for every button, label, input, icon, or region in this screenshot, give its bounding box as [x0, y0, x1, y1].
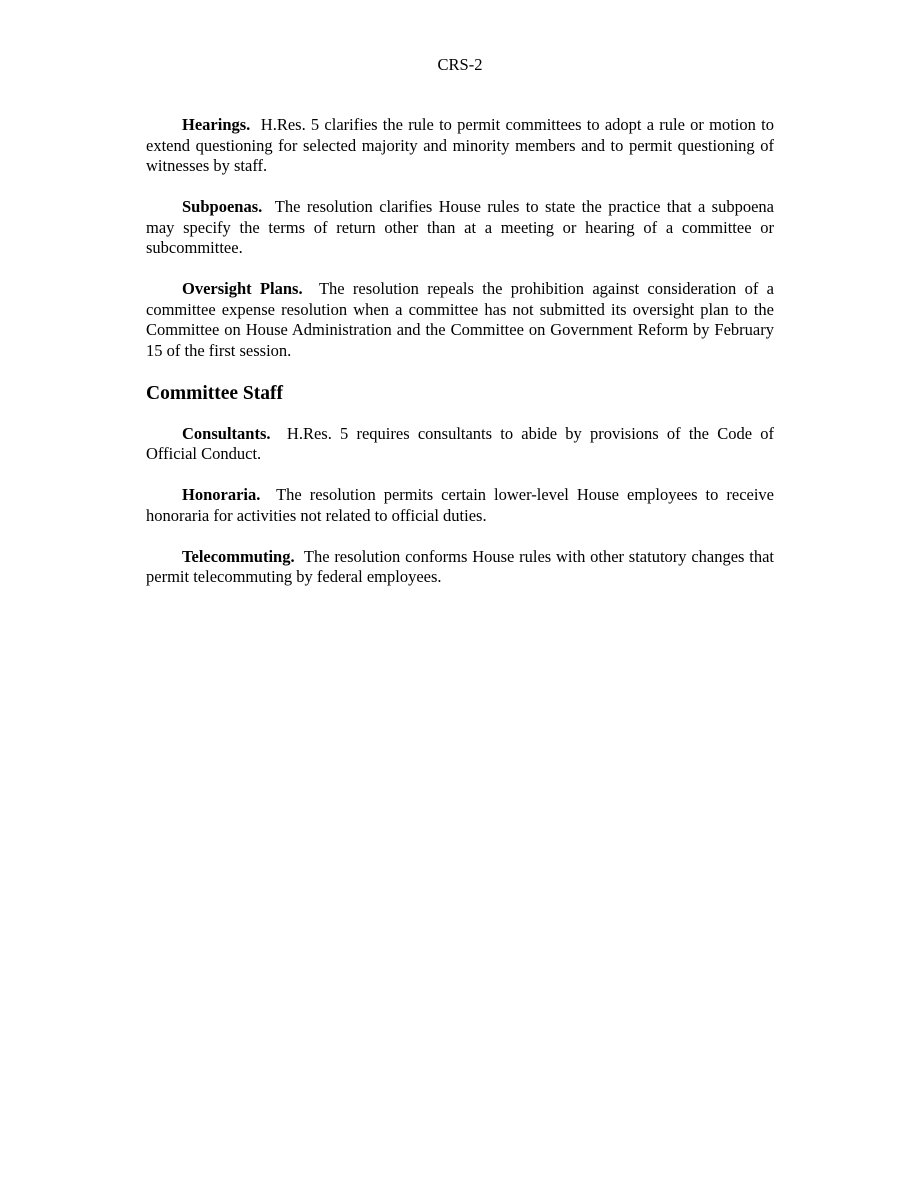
- section-heading-committee-staff: Committee Staff: [146, 382, 283, 404]
- paragraph-lead-honoraria: Honoraria.: [182, 485, 261, 504]
- paragraph-lead-consultants: Consultants.: [182, 423, 271, 443]
- paragraph-lead-subpoenas: Subpoenas.: [182, 197, 263, 216]
- paragraph-telecommuting: [146, 547, 774, 588]
- paragraph-oversight-plans: [146, 279, 774, 361]
- paragraph-lead-hearings: Hearings.: [182, 115, 251, 134]
- paragraph-hearings: [146, 115, 774, 177]
- paragraph-honoraria: [146, 485, 774, 526]
- paragraph-text-consultants: H.Res. 5 requires consultants to abide by provisions of the Code of Official Conduct.: [146, 423, 774, 463]
- paragraph-lead-telecommuting: Telecommuting.: [182, 546, 295, 566]
- document-body: [146, 115, 774, 608]
- paragraph-subpoenas: [146, 197, 774, 259]
- page-number-header: CRS-2: [437, 55, 483, 74]
- paragraph-text-telecommuting: The resolution conforms House rules with other statutory changes that permit telecommuting by federal employees.: [146, 546, 775, 586]
- paragraph-consultants: [146, 424, 774, 465]
- paragraph-text-hearings: H.Res. 5 clarifies the rule to permit committees to adopt a rule or motion to extend questioning for selected majority and minority members and to permit questioning of witnesses by staff.: [146, 115, 774, 175]
- paragraph-text-honoraria: The resolution permits certain lower-level House employees to receive honoraria for activities not related to official duties.: [146, 485, 774, 525]
- paragraph-text-subpoenas: The resolution clarifies House rules to state the practice that a subpoena may specify the terms of return other than at a meeting or hearing of a committee or subcommittee.: [146, 197, 774, 257]
- paragraph-text-oversight-plans: The resolution repeals the prohibition against consideration of a committee expense resolution when a committee has not submitted its oversight plan to the Committee on House Administration and the Committee on Government Reform by February 15 of the first session.: [146, 279, 774, 360]
- paragraph-lead-oversight-plans: Oversight Plans.: [182, 279, 303, 298]
